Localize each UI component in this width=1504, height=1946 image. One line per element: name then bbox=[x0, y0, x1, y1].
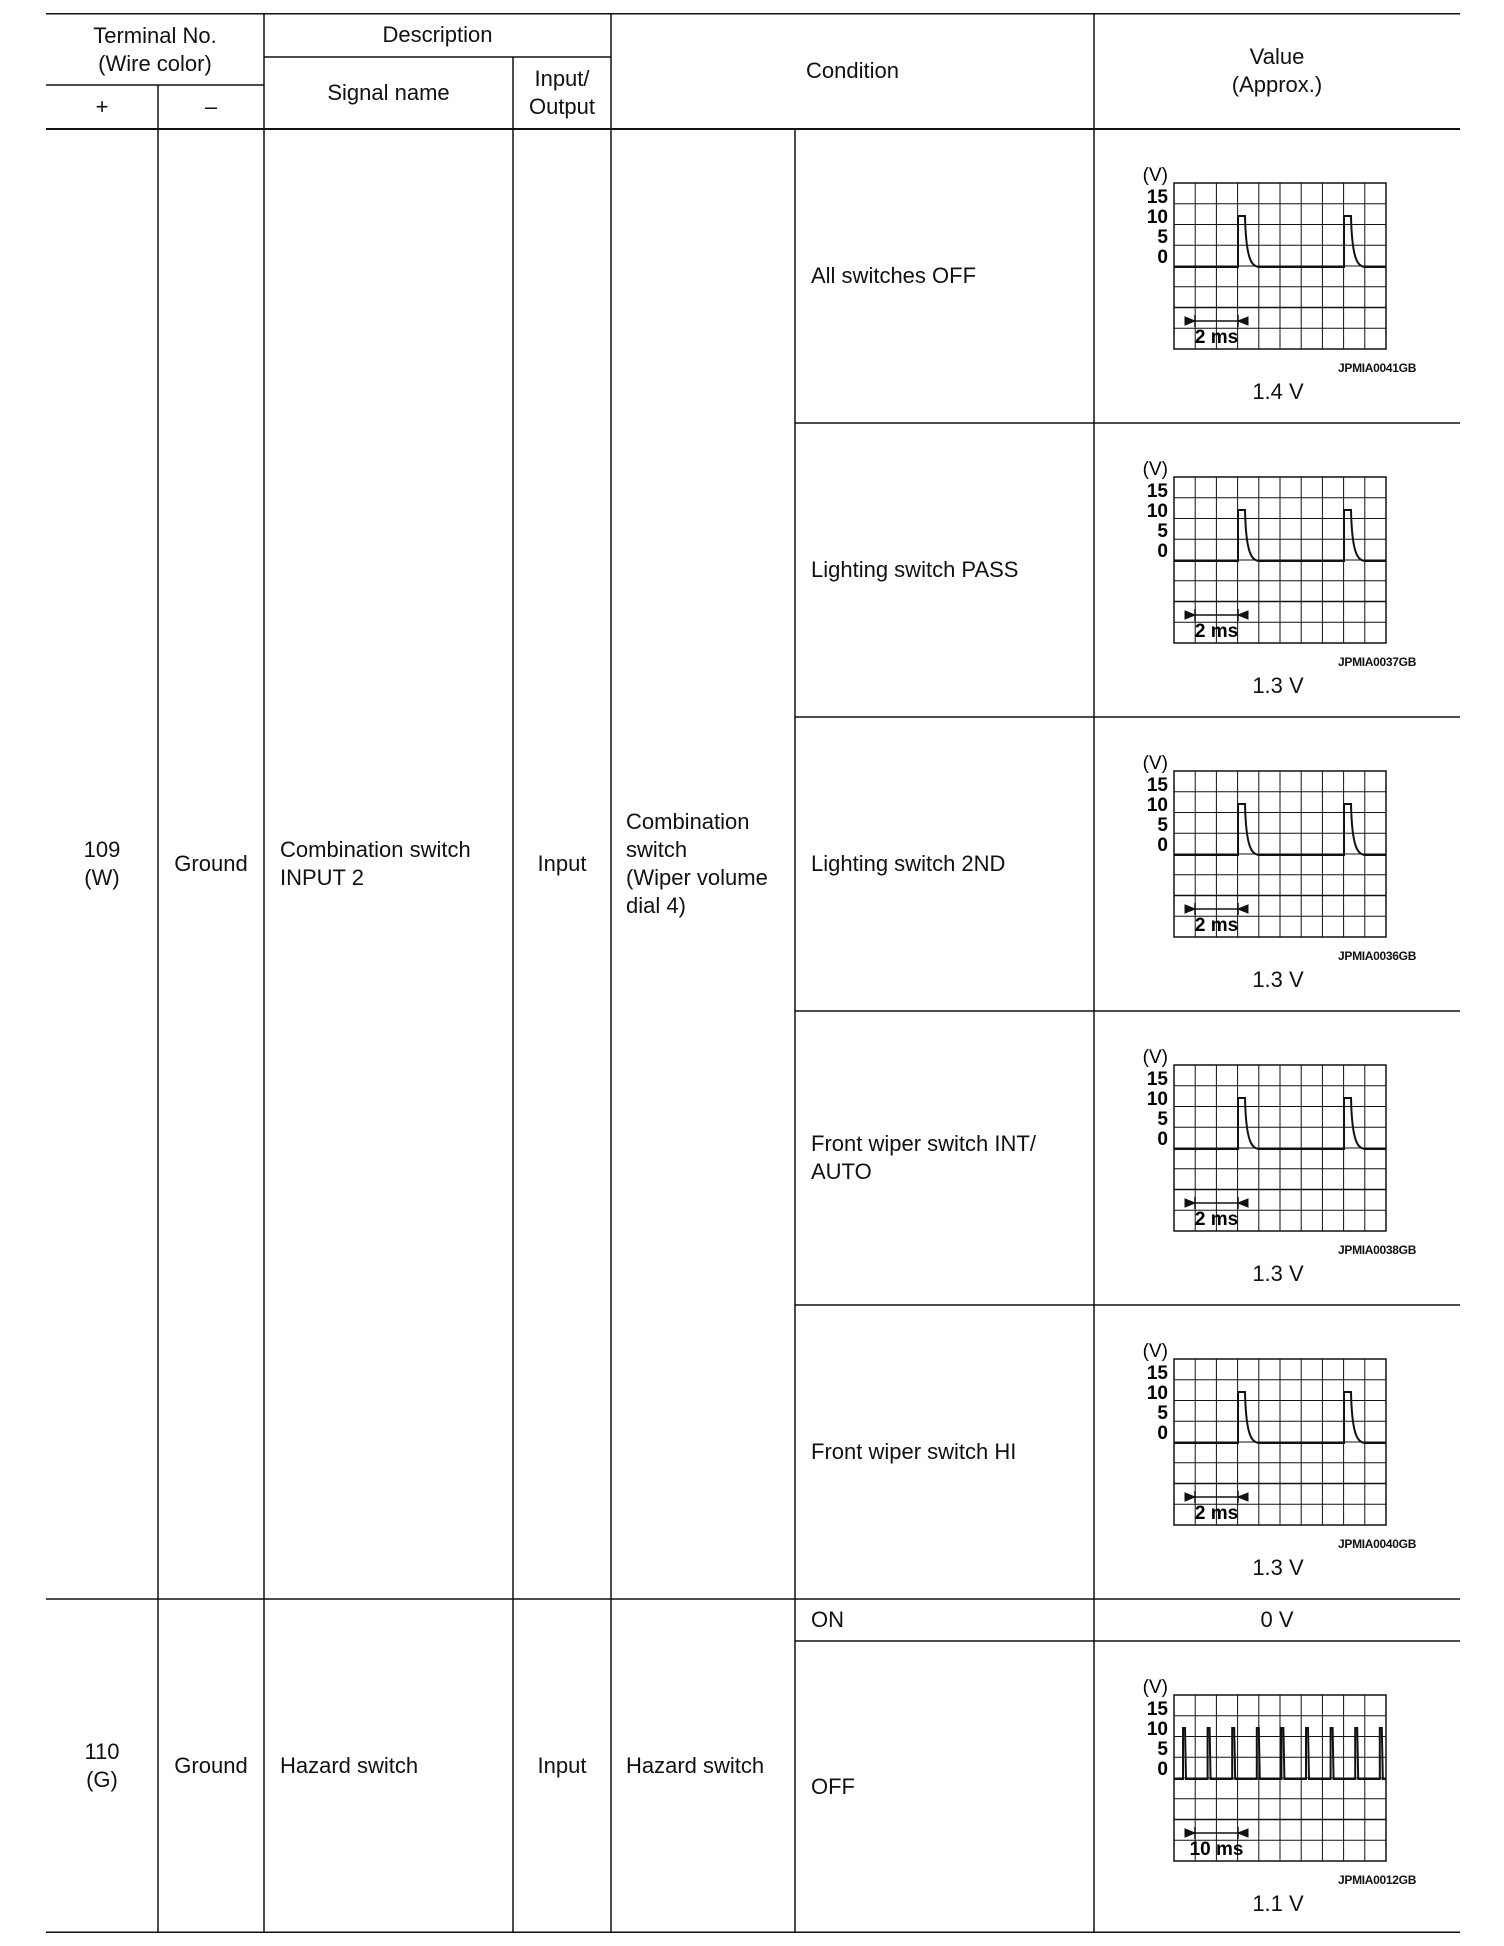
y-tick-label: 10 bbox=[1146, 1089, 1168, 1110]
y-tick-label: 0 bbox=[1157, 1129, 1168, 1150]
header-input-output: Input/ Output bbox=[528, 66, 596, 119]
value-text: 1.1 V bbox=[1252, 1891, 1304, 1916]
figure-code: JPMIA0041GB bbox=[1338, 361, 1417, 375]
figure-code: JPMIA0040GB bbox=[1338, 1537, 1417, 1551]
row-110-sub-1-condition: OFF bbox=[811, 1774, 855, 1799]
y-axis-unit: (V) bbox=[1142, 165, 1168, 186]
row-109-sub-0-condition: All switches OFF bbox=[811, 263, 977, 288]
row-109-io: Input bbox=[537, 851, 587, 876]
time-division-label: 2 ms bbox=[1194, 1503, 1239, 1524]
y-axis-unit: (V) bbox=[1142, 1677, 1168, 1698]
header-condition: Condition bbox=[806, 58, 899, 83]
y-tick-label: 15 bbox=[1146, 775, 1168, 796]
y-tick-label: 15 bbox=[1146, 1699, 1168, 1720]
y-tick-label: 15 bbox=[1146, 1363, 1168, 1384]
row-109-terminal-plus: 109 (W) bbox=[83, 837, 121, 890]
time-arrow-head bbox=[1185, 905, 1195, 913]
y-tick-label: 5 bbox=[1157, 815, 1168, 836]
row-110-sub-0-value: 0 V bbox=[1260, 1607, 1294, 1632]
y-tick-label: 10 bbox=[1146, 795, 1168, 816]
time-arrow-head bbox=[1238, 1493, 1248, 1501]
value-text: 1.3 V bbox=[1252, 1555, 1304, 1580]
y-tick-label: 5 bbox=[1157, 1739, 1168, 1760]
time-arrow-head bbox=[1185, 611, 1195, 619]
row-110-signal-name: Hazard switch bbox=[280, 1753, 419, 1778]
row-110-sub-0-condition: ON bbox=[811, 1607, 844, 1632]
y-tick-label: 5 bbox=[1157, 1403, 1168, 1424]
header-plus: + bbox=[95, 94, 109, 119]
figure-code: JPMIA0037GB bbox=[1338, 655, 1417, 669]
header-minus: – bbox=[204, 94, 218, 119]
time-division-label: 2 ms bbox=[1194, 915, 1239, 936]
header-signal-name: Signal name bbox=[327, 80, 450, 105]
time-arrow-head bbox=[1238, 905, 1248, 913]
header-value: Value (Approx.) bbox=[1231, 44, 1323, 97]
value-text: 1.3 V bbox=[1252, 673, 1304, 698]
row-109-terminal-minus: Ground bbox=[174, 851, 248, 876]
scope-1 bbox=[1094, 423, 1460, 717]
y-tick-label: 5 bbox=[1157, 227, 1168, 248]
y-tick-label: 0 bbox=[1157, 1423, 1168, 1444]
time-arrow-head bbox=[1185, 1829, 1195, 1837]
value-text: 1.3 V bbox=[1252, 967, 1304, 992]
value-text: 1.4 V bbox=[1252, 379, 1304, 404]
y-tick-label: 15 bbox=[1146, 187, 1168, 208]
y-axis-unit: (V) bbox=[1142, 459, 1168, 480]
scope-0 bbox=[1094, 129, 1460, 423]
row-110-terminal-plus: 110 (G) bbox=[84, 1739, 120, 1792]
y-tick-label: 15 bbox=[1146, 481, 1168, 502]
header-terminal-no bbox=[46, 15, 264, 85]
time-division-label: 2 ms bbox=[1194, 327, 1239, 348]
time-arrow-head bbox=[1238, 611, 1248, 619]
scope-5 bbox=[1094, 1641, 1460, 1935]
y-axis-unit: (V) bbox=[1142, 1341, 1168, 1362]
row-110-terminal-minus: Ground bbox=[174, 1753, 248, 1778]
scope-4 bbox=[1094, 1305, 1460, 1599]
time-arrow-head bbox=[1185, 1199, 1195, 1207]
time-arrow-head bbox=[1238, 1829, 1248, 1837]
time-arrow-head bbox=[1238, 1199, 1248, 1207]
row-109-sub-1-condition: Lighting switch PASS bbox=[811, 557, 1019, 582]
time-arrow-head bbox=[1185, 1493, 1195, 1501]
figure-code: JPMIA0036GB bbox=[1338, 949, 1417, 963]
header-description: Description bbox=[382, 22, 493, 47]
y-tick-label: 0 bbox=[1157, 835, 1168, 856]
scope-3 bbox=[1094, 1011, 1460, 1305]
row-110-io: Input bbox=[537, 1753, 587, 1778]
row-110-condition-main: Hazard switch bbox=[626, 1753, 765, 1778]
time-arrow-head bbox=[1238, 317, 1248, 325]
y-tick-label: 0 bbox=[1157, 541, 1168, 562]
y-tick-label: 10 bbox=[1146, 207, 1168, 228]
scope-2 bbox=[1094, 717, 1460, 1011]
y-tick-label: 5 bbox=[1157, 1109, 1168, 1130]
time-arrow-head bbox=[1185, 317, 1195, 325]
y-axis-unit: (V) bbox=[1142, 1047, 1168, 1068]
row-109-sub-4-condition: Front wiper switch HI bbox=[811, 1439, 1017, 1464]
y-tick-label: 10 bbox=[1146, 1719, 1168, 1740]
time-division-label: 2 ms bbox=[1194, 621, 1239, 642]
time-division-label: 2 ms bbox=[1194, 1209, 1239, 1230]
row-109-condition-main: Combination switch (Wiper volume dial 4) bbox=[626, 809, 768, 918]
y-axis-unit: (V) bbox=[1142, 753, 1168, 774]
y-tick-label: 10 bbox=[1146, 501, 1168, 522]
time-division-label: 10 ms bbox=[1189, 1839, 1244, 1860]
terminal-table bbox=[46, 13, 1460, 1933]
y-tick-label: 5 bbox=[1157, 521, 1168, 542]
value-text: 1.3 V bbox=[1252, 1261, 1304, 1286]
row-109-signal-name: Combination switch INPUT 2 bbox=[280, 837, 471, 890]
row-109-sub-2-condition: Lighting switch 2ND bbox=[811, 851, 1006, 876]
y-tick-label: 10 bbox=[1146, 1383, 1168, 1404]
figure-code: JPMIA0038GB bbox=[1338, 1243, 1417, 1257]
row-109-sub-3-condition: Front wiper switch INT/ AUTO bbox=[811, 1131, 1036, 1184]
y-tick-label: 0 bbox=[1157, 1759, 1168, 1780]
figure-code: JPMIA0012GB bbox=[1338, 1873, 1417, 1887]
y-tick-label: 15 bbox=[1146, 1069, 1168, 1090]
header-terminal-no-text: Terminal No. (Wire color) bbox=[93, 23, 217, 76]
y-tick-label: 0 bbox=[1157, 247, 1168, 268]
